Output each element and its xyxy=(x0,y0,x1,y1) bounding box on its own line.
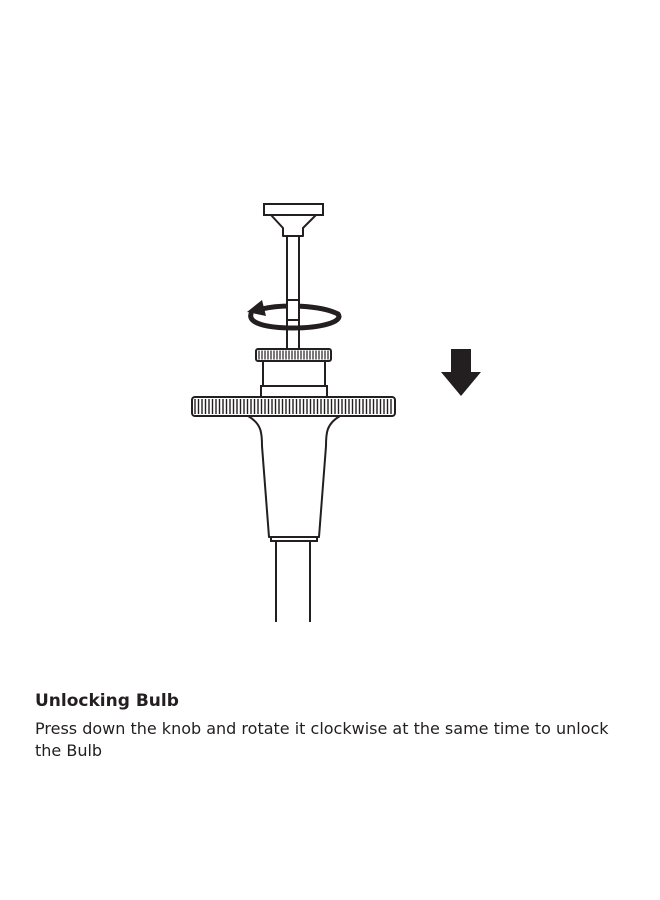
caption-description: Press down the knob and rotate it clockwise at the same time to unlock the Bulb xyxy=(35,719,609,760)
cable-ferrule xyxy=(271,537,317,541)
knob-collar xyxy=(261,361,327,397)
locking-disc xyxy=(192,397,395,416)
caption-title: Unlocking Bulb xyxy=(35,691,179,711)
plunger-shaft xyxy=(287,236,299,350)
release-body xyxy=(248,416,340,537)
plunger-cap xyxy=(264,204,323,236)
upper-knurled-ring xyxy=(256,349,331,361)
cable xyxy=(276,541,310,622)
down-arrow-icon xyxy=(441,349,481,396)
caption xyxy=(35,688,635,762)
